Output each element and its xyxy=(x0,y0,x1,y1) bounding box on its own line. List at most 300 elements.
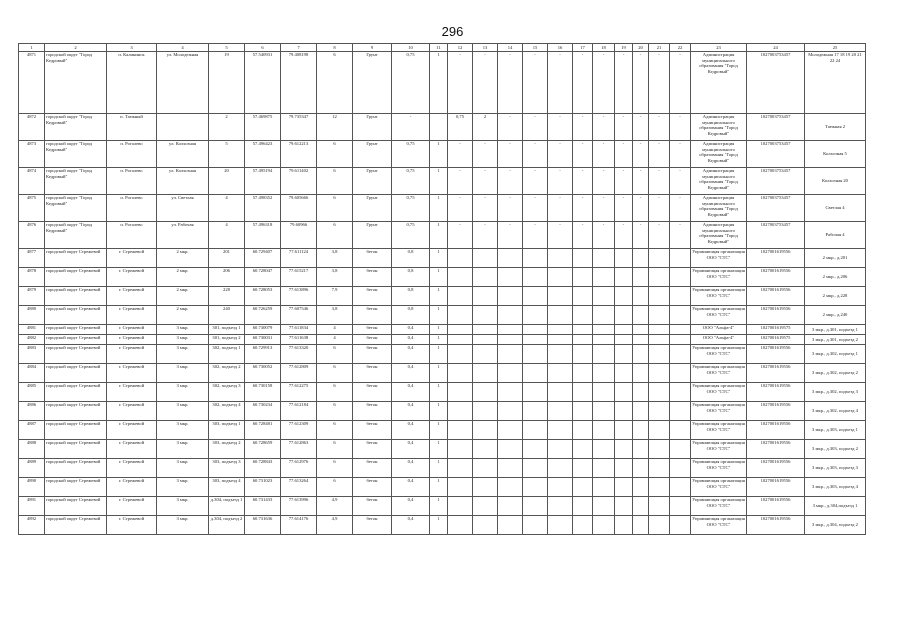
table-cell: 1027001619556 xyxy=(747,364,805,383)
table-cell: 4882 xyxy=(19,335,45,345)
table-cell xyxy=(649,478,670,497)
table-cell: 3 мкр., д.302, подъезд 1 xyxy=(805,345,866,364)
table-cell xyxy=(615,421,633,440)
table-cell: 4 xyxy=(209,195,245,222)
table-cell xyxy=(633,440,649,459)
table-cell xyxy=(523,345,548,364)
table-cell: 303, подъезд 4 xyxy=(209,478,245,497)
table-cell: городской округ Стрежевой xyxy=(45,268,107,287)
table-cell xyxy=(670,364,691,383)
table-cell: 79.60966 xyxy=(281,222,317,249)
header-row xyxy=(19,44,866,52)
table-cell xyxy=(448,364,473,383)
table-cell: 77.612275 xyxy=(281,383,317,402)
table-row xyxy=(19,268,866,287)
table-cell xyxy=(498,335,523,345)
table-cell: - xyxy=(448,141,473,168)
table-cell xyxy=(523,287,548,306)
table-cell: 5 xyxy=(209,141,245,168)
table-cell: 3,8 xyxy=(317,268,353,287)
table-cell: 3 мкр. xyxy=(157,478,209,497)
table-cell: 3 мкр. xyxy=(157,459,209,478)
table-cell xyxy=(448,335,473,345)
table-cell: 0,75 xyxy=(392,52,430,114)
table-cell xyxy=(615,516,633,535)
table-cell xyxy=(573,268,593,287)
column-number-header: 11 xyxy=(430,44,448,52)
table-cell: - xyxy=(448,168,473,195)
table-cell: городской округ Стрежевой xyxy=(45,364,107,383)
table-cell xyxy=(615,478,633,497)
table-cell xyxy=(548,306,573,325)
table-cell: 1027003753457 xyxy=(747,195,805,222)
table-cell: 1027001619556 xyxy=(747,249,805,268)
table-cell: - xyxy=(633,195,649,222)
table-cell: - xyxy=(633,222,649,249)
table-cell: 1 xyxy=(430,497,448,516)
table-cell: - xyxy=(649,168,670,195)
column-number-header: 21 xyxy=(649,44,670,52)
table-cell xyxy=(633,497,649,516)
table-cell xyxy=(649,402,670,421)
table-cell: 79.612213 xyxy=(281,141,317,168)
table-cell: 3 мкр. xyxy=(157,325,209,335)
column-number-header: 20 xyxy=(633,44,649,52)
table-cell: 60.728047 xyxy=(245,268,281,287)
table-cell xyxy=(593,516,615,535)
table-cell: 79.611402 xyxy=(281,168,317,195)
table-cell: ул. Светлая xyxy=(157,195,209,222)
table-cell: 1 xyxy=(430,335,448,345)
table-cell: 0,75 xyxy=(392,141,430,168)
table-cell: г. Стрежевой xyxy=(107,364,157,383)
table-cell xyxy=(593,421,615,440)
table-cell: 1027001619556 xyxy=(747,402,805,421)
table-cell: Управляющая организация ООО "СТС" xyxy=(691,287,747,306)
table-cell: 4886 xyxy=(19,402,45,421)
table-cell: 4892 xyxy=(19,516,45,535)
table-cell xyxy=(498,364,523,383)
table-cell: - xyxy=(633,141,649,168)
table-cell: 60.729913 xyxy=(245,345,281,364)
table-cell: - xyxy=(615,195,633,222)
table-cell: городской округ "Город Кедровый" xyxy=(45,195,107,222)
table-cell: 3 мкр., д.304, подъезд 2 xyxy=(805,516,866,535)
table-cell xyxy=(430,114,448,141)
table-cell: - xyxy=(573,141,593,168)
table-cell xyxy=(523,383,548,402)
table-cell: - xyxy=(548,141,573,168)
table-cell: 4875 xyxy=(19,195,45,222)
table-cell: 4878 xyxy=(19,268,45,287)
table-cell xyxy=(633,345,649,364)
table-cell: п. Таежный xyxy=(107,114,157,141)
table-cell: 2 мкр. xyxy=(157,249,209,268)
table-cell: Грунт xyxy=(353,114,392,141)
table-cell: 6 xyxy=(317,459,353,478)
table-cell: 303, подъезд 3 xyxy=(209,459,245,478)
table-cell: Грунт xyxy=(353,52,392,114)
table-cell: 77.611638 xyxy=(281,335,317,345)
column-number-header: 8 xyxy=(317,44,353,52)
table-cell: Управляющая организация ООО "СТС" xyxy=(691,402,747,421)
table-cell xyxy=(593,268,615,287)
table-cell xyxy=(670,345,691,364)
table-cell: - xyxy=(548,195,573,222)
table-cell xyxy=(633,325,649,335)
column-number-header: 1 xyxy=(19,44,45,52)
table-cell: 1027003753457 xyxy=(747,114,805,141)
table-cell xyxy=(523,325,548,335)
table-cell xyxy=(473,478,498,497)
table-cell: 0,4 xyxy=(392,383,430,402)
table-cell: 2 xyxy=(209,114,245,141)
table-cell xyxy=(633,268,649,287)
table-cell xyxy=(615,459,633,478)
table-cell: 1 xyxy=(430,52,448,114)
table-cell: Светлая 4 xyxy=(805,195,866,222)
table-cell xyxy=(473,345,498,364)
table-cell: 1 xyxy=(430,306,448,325)
table-cell: 57.469875 xyxy=(245,114,281,141)
table-cell xyxy=(593,345,615,364)
table-cell: г. Стрежевой xyxy=(107,345,157,364)
table-cell: 3 мкр., д.301, подъезд 1 xyxy=(805,325,866,335)
table-cell: городской округ Стрежевой xyxy=(45,325,107,335)
table-cell xyxy=(548,335,573,345)
table-cell: - xyxy=(448,195,473,222)
table-cell: 0,8 xyxy=(392,287,430,306)
table-cell xyxy=(498,345,523,364)
table-cell: 4885 xyxy=(19,383,45,402)
table-cell: 2 xyxy=(473,114,498,141)
table-cell xyxy=(593,478,615,497)
column-number-header: 17 xyxy=(573,44,593,52)
table-cell xyxy=(615,440,633,459)
table-cell: городской округ Стрежевой xyxy=(45,497,107,516)
table-cell: Таежная 2 xyxy=(805,114,866,141)
table-cell: 4889 xyxy=(19,459,45,478)
table-cell: Управляющая организация ООО "СТС" xyxy=(691,459,747,478)
table-cell: бетон xyxy=(353,459,392,478)
table-cell xyxy=(498,306,523,325)
table-cell: 77.611834 xyxy=(281,325,317,335)
table-cell: - xyxy=(473,141,498,168)
table-cell xyxy=(649,364,670,383)
table-cell xyxy=(548,249,573,268)
table-cell: 77.612184 xyxy=(281,402,317,421)
table-cell: 4890 xyxy=(19,478,45,497)
table-cell: 4871 xyxy=(19,52,45,114)
table-cell: бетон xyxy=(353,345,392,364)
column-number-header: 24 xyxy=(747,44,805,52)
table-cell xyxy=(548,287,573,306)
table-cell xyxy=(448,421,473,440)
table-cell: 303, подъезд 1 xyxy=(209,421,245,440)
table-cell: 3 мкр. xyxy=(157,497,209,516)
table-cell: 6 xyxy=(317,478,353,497)
table-cell xyxy=(649,516,670,535)
table-cell: 3,8 xyxy=(317,249,353,268)
table-cell: городской округ "Город Кедровый" xyxy=(45,114,107,141)
table-cell xyxy=(473,440,498,459)
table-cell xyxy=(633,306,649,325)
table-cell: 1027001619556 xyxy=(747,459,805,478)
column-number-header: 22 xyxy=(670,44,691,52)
table-cell xyxy=(670,459,691,478)
table-cell: 0,75 xyxy=(392,222,430,249)
table-cell xyxy=(670,287,691,306)
table-cell: 1027003753457 xyxy=(747,141,805,168)
table-cell: 1 xyxy=(430,402,448,421)
table-cell: 57.498352 xyxy=(245,195,281,222)
table-cell: 3 мкр., д.303, подъезд 3 xyxy=(805,459,866,478)
table-cell xyxy=(548,364,573,383)
table-cell: 4888 xyxy=(19,440,45,459)
table-cell: 1 xyxy=(430,287,448,306)
table-cell xyxy=(448,345,473,364)
table-cell xyxy=(593,335,615,345)
table-cell xyxy=(498,478,523,497)
table-cell xyxy=(498,325,523,335)
table-row xyxy=(19,222,866,249)
table-cell: 6 xyxy=(317,421,353,440)
table-cell xyxy=(523,268,548,287)
table-cell: 0,4 xyxy=(392,440,430,459)
table-cell: Грунт xyxy=(353,195,392,222)
table-cell xyxy=(593,249,615,268)
table-cell: 57.496423 xyxy=(245,141,281,168)
table-cell xyxy=(498,421,523,440)
table-cell xyxy=(498,268,523,287)
table-cell: 4,9 xyxy=(317,516,353,535)
table-cell xyxy=(448,478,473,497)
table-cell xyxy=(448,402,473,421)
table-cell: 1027001619556 xyxy=(747,516,805,535)
table-cell xyxy=(649,440,670,459)
table-row xyxy=(19,195,866,222)
table-cell: - xyxy=(573,222,593,249)
table-cell: бетон xyxy=(353,421,392,440)
table-cell: - xyxy=(523,195,548,222)
column-number-header: 14 xyxy=(498,44,523,52)
table-cell: 12 xyxy=(317,114,353,141)
table-cell: бетон xyxy=(353,306,392,325)
table-cell: - xyxy=(573,168,593,195)
table-cell: городской округ Стрежевой xyxy=(45,478,107,497)
table-cell: бетон xyxy=(353,249,392,268)
table-cell: г. Стрежевой xyxy=(107,287,157,306)
table-cell: 3 мкр. xyxy=(157,364,209,383)
table-cell: ул. Колхозная xyxy=(157,141,209,168)
table-cell xyxy=(523,478,548,497)
table-cell: 0,4 xyxy=(392,478,430,497)
table-cell: 3 мкр., д.303, подъезд 1 xyxy=(805,421,866,440)
column-number-header: 2 xyxy=(45,44,107,52)
table-cell xyxy=(498,402,523,421)
table-cell: - xyxy=(670,168,691,195)
table-cell xyxy=(633,287,649,306)
table-cell: - xyxy=(473,195,498,222)
table-cell: 0,4 xyxy=(392,459,430,478)
table-cell: г. Стрежевой xyxy=(107,249,157,268)
table-cell: 206 xyxy=(209,268,245,287)
table-cell: 1 xyxy=(430,195,448,222)
table-cell xyxy=(615,497,633,516)
table-cell xyxy=(548,421,573,440)
table-cell xyxy=(573,383,593,402)
table-cell: 1 xyxy=(430,249,448,268)
table-cell: 3 мкр. xyxy=(157,516,209,535)
table-cell: 1 xyxy=(430,168,448,195)
table-cell: городской округ "Город Кедровый" xyxy=(45,168,107,195)
table-cell: 201 xyxy=(209,249,245,268)
table-cell xyxy=(649,268,670,287)
table-cell xyxy=(633,364,649,383)
table-cell: - xyxy=(392,114,430,141)
table-cell: 3 мкр., д.303, подъезд 2 xyxy=(805,440,866,459)
table-cell: 6 xyxy=(317,383,353,402)
table-cell: 77.612809 xyxy=(281,364,317,383)
table-cell: 79.605666 xyxy=(281,195,317,222)
table-cell: 60.731636 xyxy=(245,516,281,535)
table-cell xyxy=(573,516,593,535)
table-cell: 1027003753457 xyxy=(747,52,805,114)
table-cell: - xyxy=(670,195,691,222)
table-cell: 301, подъезд 1 xyxy=(209,325,245,335)
table-cell: 0,4 xyxy=(392,497,430,516)
table-cell: 228 xyxy=(209,287,245,306)
table-cell xyxy=(670,440,691,459)
table-cell xyxy=(573,306,593,325)
column-number-header: 10 xyxy=(392,44,430,52)
table-cell: Управляющая организация ООО "СТС" xyxy=(691,345,747,364)
table-cell: - xyxy=(548,52,573,114)
table-cell: Управляющая организация ООО "СТС" xyxy=(691,249,747,268)
table-cell: 77.613320 xyxy=(281,345,317,364)
table-cell xyxy=(498,383,523,402)
table-row xyxy=(19,478,866,497)
table-cell: - xyxy=(473,222,498,249)
table-cell xyxy=(523,364,548,383)
table-cell xyxy=(633,478,649,497)
table-cell: Грунт xyxy=(353,222,392,249)
table-cell: городской округ Стрежевой xyxy=(45,383,107,402)
table-cell: 3 мкр. xyxy=(157,383,209,402)
table-cell: г. Стрежевой xyxy=(107,478,157,497)
table-cell xyxy=(670,268,691,287)
table-cell xyxy=(670,421,691,440)
table-cell: - xyxy=(548,168,573,195)
table-cell: городской округ Стрежевой xyxy=(45,516,107,535)
table-cell xyxy=(473,459,498,478)
table-cell: - xyxy=(498,222,523,249)
table-cell: 60.729407 xyxy=(245,249,281,268)
table-cell: - xyxy=(593,52,615,114)
table-cell xyxy=(615,287,633,306)
table-cell: - xyxy=(593,168,615,195)
table-cell: - xyxy=(473,168,498,195)
table-cell: п. Рогалево xyxy=(107,195,157,222)
table-cell: - xyxy=(615,168,633,195)
table-cell: - xyxy=(649,141,670,168)
table-cell: 7,9 xyxy=(317,287,353,306)
table-cell: ул. Колхозная xyxy=(157,168,209,195)
table-cell: 60.730158 xyxy=(245,383,281,402)
table-cell: - xyxy=(523,168,548,195)
table-cell: 4881 xyxy=(19,325,45,335)
table-cell: 4891 xyxy=(19,497,45,516)
table-cell: 0,8 xyxy=(392,306,430,325)
table-cell: 6 xyxy=(317,364,353,383)
table-cell xyxy=(523,459,548,478)
table-cell: ул. Рабочая xyxy=(157,222,209,249)
table-cell xyxy=(633,335,649,345)
table-cell xyxy=(473,497,498,516)
table-cell: - xyxy=(498,141,523,168)
table-cell xyxy=(498,287,523,306)
table-row xyxy=(19,335,866,345)
table-cell: - xyxy=(448,52,473,114)
table-cell xyxy=(448,287,473,306)
table-cell xyxy=(633,249,649,268)
table-cell: 302, подъезд 4 xyxy=(209,402,245,421)
table-cell xyxy=(593,383,615,402)
table-cell: - xyxy=(615,222,633,249)
table-cell xyxy=(615,364,633,383)
table-cell: бетон xyxy=(353,364,392,383)
table-cell: - xyxy=(633,52,649,114)
table-cell xyxy=(573,497,593,516)
table-cell xyxy=(548,478,573,497)
table-cell xyxy=(498,440,523,459)
table-cell: 1 xyxy=(430,325,448,335)
table-cell xyxy=(548,268,573,287)
table-cell: 4873 xyxy=(19,141,45,168)
table-cell xyxy=(615,249,633,268)
table-cell: 0,4 xyxy=(392,364,430,383)
table-cell xyxy=(573,459,593,478)
table-cell: п. Калининск xyxy=(107,52,157,114)
table-cell: 6 xyxy=(317,345,353,364)
table-cell: 3,8 xyxy=(317,306,353,325)
table-cell xyxy=(615,402,633,421)
table-cell: 4872 xyxy=(19,114,45,141)
table-cell: - xyxy=(448,222,473,249)
table-cell: 2 мкр., д.228 xyxy=(805,287,866,306)
table-row xyxy=(19,287,866,306)
table-cell: - xyxy=(593,195,615,222)
table-cell: 1 xyxy=(430,141,448,168)
table-cell: городской округ Стрежевой xyxy=(45,249,107,268)
table-cell xyxy=(670,249,691,268)
table-cell xyxy=(548,459,573,478)
table-cell: 3 мкр. xyxy=(157,402,209,421)
table-cell: г. Стрежевой xyxy=(107,516,157,535)
table-cell: 60.730079 xyxy=(245,325,281,335)
table-cell: Управляющая организация ООО "СТС" xyxy=(691,478,747,497)
table-cell: 77.613896 xyxy=(281,287,317,306)
table-cell xyxy=(523,306,548,325)
table-cell: - xyxy=(548,222,573,249)
table-cell: 1027001619575 xyxy=(747,335,805,345)
table-cell: 60.731023 xyxy=(245,478,281,497)
table-cell: - xyxy=(573,195,593,222)
table-cell: 1027001619556 xyxy=(747,440,805,459)
table-cell: 1 xyxy=(430,345,448,364)
table-cell xyxy=(473,383,498,402)
table-cell: 60.728843 xyxy=(245,459,281,478)
